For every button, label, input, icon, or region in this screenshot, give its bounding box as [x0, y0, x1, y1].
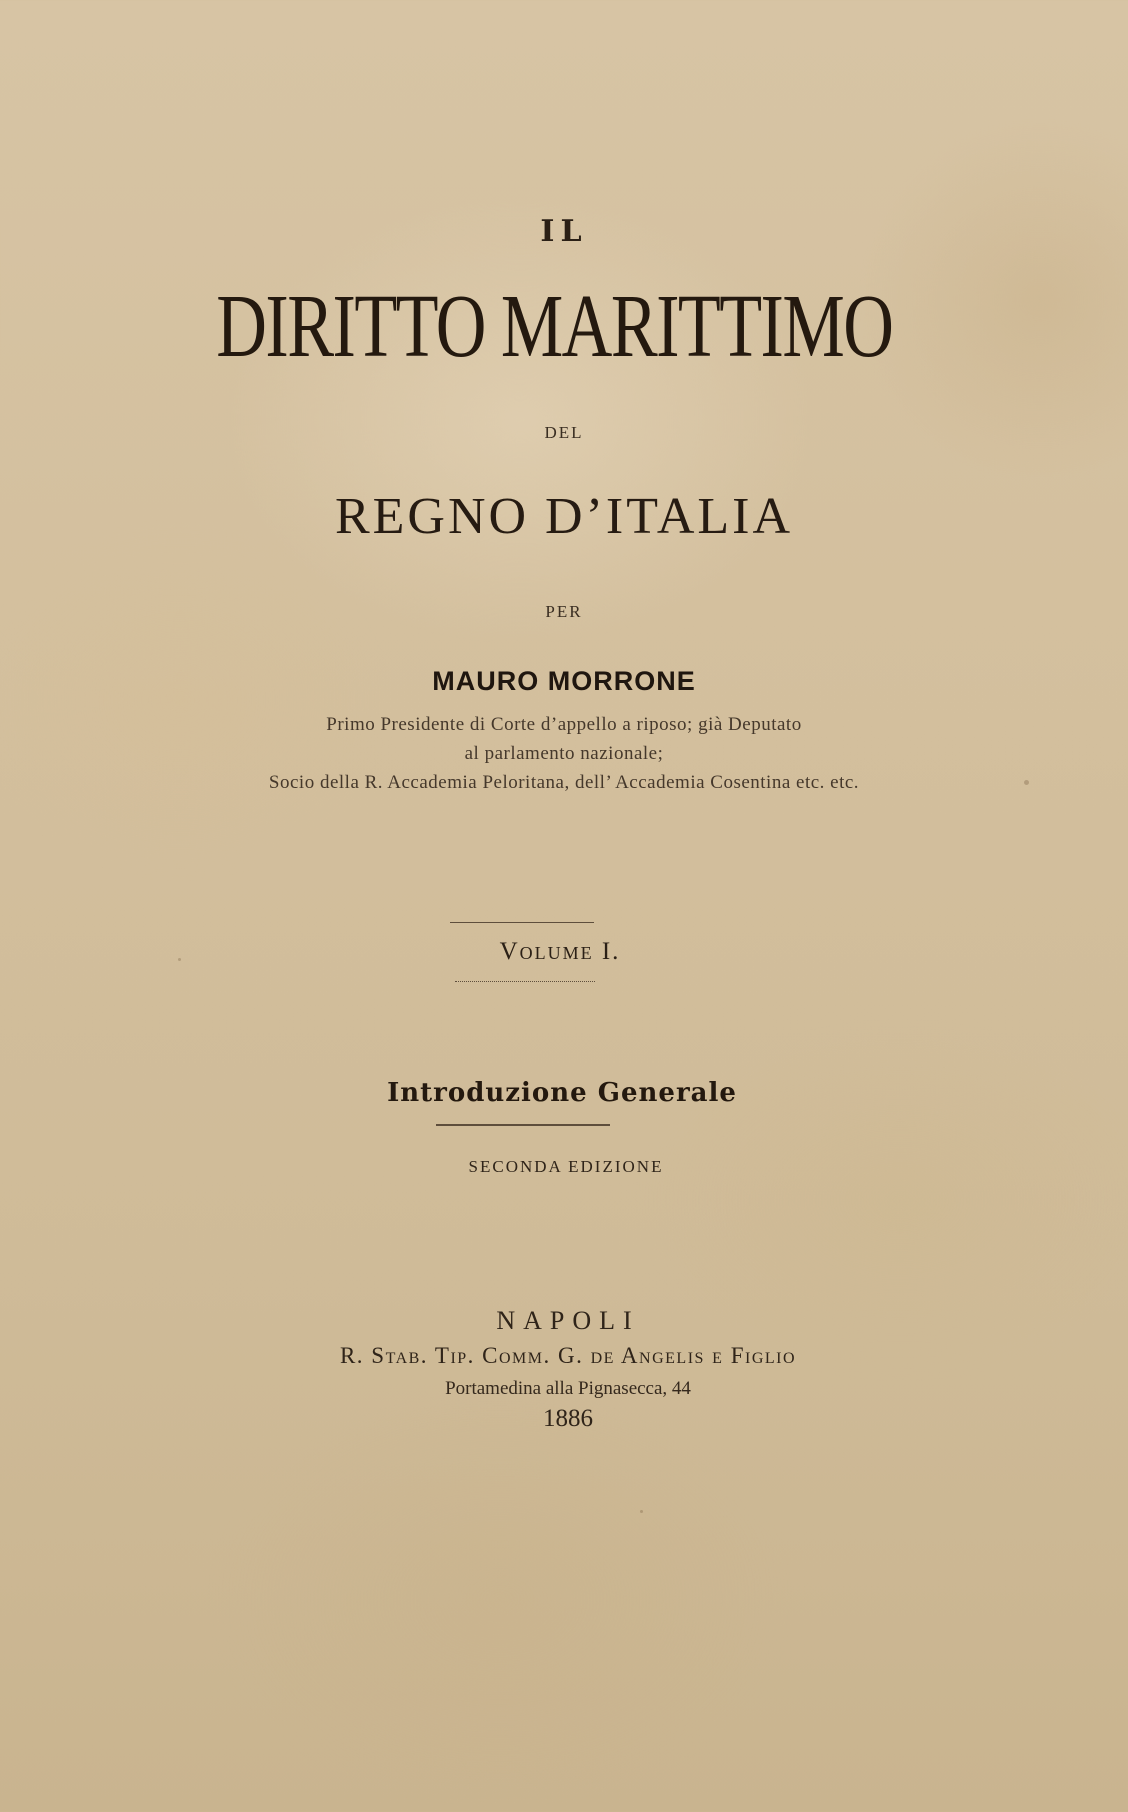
- imprint-address: Portamedina alla Pignasecca, 44: [445, 1378, 691, 1399]
- edition-label: SECONDA EDIZIONE: [468, 1157, 664, 1176]
- divider-rule: [436, 1124, 610, 1126]
- paper-speck: [178, 958, 181, 961]
- divider-rule: [455, 981, 595, 982]
- paper-speck: [640, 1510, 643, 1513]
- byline-label: PER: [545, 602, 583, 621]
- volume-label: Volume I.: [499, 938, 621, 965]
- divider-rule: [450, 922, 594, 923]
- author-credential-line: Primo Presidente di Corte d’appello a riposo; già Deputato: [326, 714, 802, 735]
- main-title: DIRITTO MARITTIMO: [216, 277, 893, 376]
- title-connector: DEL: [544, 423, 584, 442]
- title-article: IL: [540, 214, 588, 249]
- author-credential-line: al parlamento nazionale;: [464, 743, 664, 764]
- section-title: Introduzione Generale: [387, 1078, 737, 1108]
- author-name: MAURO MORRONE: [432, 666, 696, 696]
- imprint-year: 1886: [543, 1405, 593, 1432]
- paper-speck: [1024, 780, 1029, 785]
- author-credential-line: Socio della R. Accademia Peloritana, dell’ Accademia Cosentina etc. etc.: [268, 772, 860, 793]
- imprint-city: NAPOLI: [496, 1306, 640, 1335]
- imprint-publisher: R. Stab. Tip. Comm. G. de Angelis e Figlio: [339, 1343, 797, 1368]
- subtitle: REGNO D’ITALIA: [334, 488, 794, 545]
